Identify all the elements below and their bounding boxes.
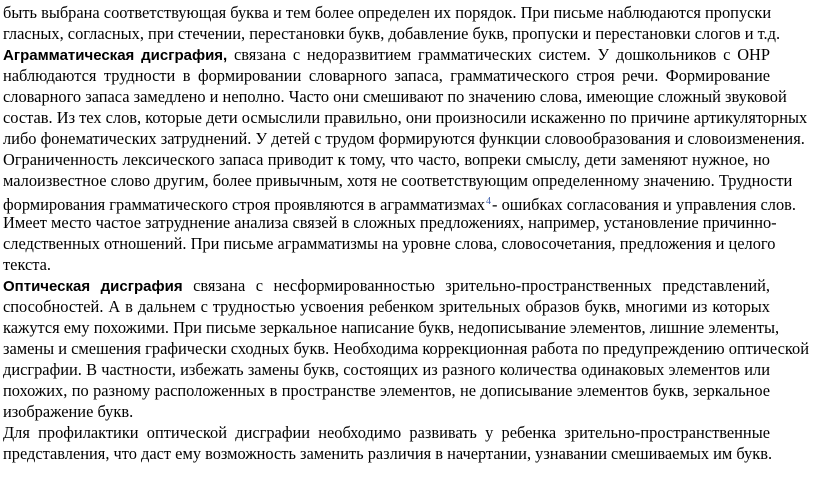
text-line: текста.: [3, 255, 52, 274]
text-line: способностей. А в дальнем с трудностью усвоения ребенком зрительных образов букв, многими из которых: [3, 297, 770, 316]
text-line: следственных отношений. При письме аграмматизмы на уровне слова, словосочетания, предложения и целого: [3, 234, 776, 253]
text-line: Оптическая дисграфия связана с несформированностью зрительно-пространственных представлений,: [3, 276, 770, 295]
text-line: замены и смешения графически сходных букв. Необходима коррекционная работа по предупреждению оптической: [3, 339, 809, 358]
text-line: формирования грамматического строя проявляются в аграмматизмах$^4$- ошибках согласования и управления слов.: [3, 195, 796, 214]
text-line: Имеет место частое затруднение анализа связей в сложных предложениях, например, установление причинно-: [3, 213, 777, 232]
text-line: Ограниченность лексического запаса приводит к тому, что часто, вопреки смыслу, дети заменяют нужное, но: [3, 150, 770, 169]
text-line: малоизвестное слово другим, более привычным, хотя не соответствующим определенному значению. Трудности: [3, 171, 793, 190]
text-line: дисграфии. В частности, избежать замены букв, состоящих из разного количества одинаковых элементов или: [3, 360, 770, 379]
text-line: Аграмматическая дисграфия, связана с недоразвитием грамматических систем. У дошкольников с ОНР: [3, 45, 770, 64]
text-line: быть выбрана соответствующая буква и тем более определен их порядок. При письме наблюдаются пропуски: [3, 3, 772, 22]
text-line: кажутся ему похожими. При письме зеркальное написание букв, недописывание элементов, лишние элементы,: [3, 318, 780, 337]
term-heading: Аграмматическая дисграфия,: [3, 47, 228, 64]
text-line: похожих, по разному расположенных в пространстве элементов, не дописывание элементов букв, зеркальное: [3, 381, 770, 400]
term-heading: Оптическая дисграфия: [3, 278, 183, 295]
text-line: изображение букв.: [3, 402, 134, 421]
text-line: гласных, согласных, при стечении, перестановки букв, добавление букв, пропуски и перестановки слогов и т.д.: [3, 24, 781, 43]
text-line: наблюдаются трудности в формировании словарного запаса, грамматического строя речи. Формирование: [3, 66, 770, 85]
footnote-link[interactable]: 4: [486, 196, 492, 207]
text-line: словарного запаса замедлено и неполно. Часто они смешивают по значению слова, имеющие сложный звуковой: [3, 87, 787, 106]
text-line: либо фонематических затруднений. У детей с трудом формируются функции словообразования и словоизменения.: [3, 129, 805, 148]
text-line: представления, что даст ему возможность заменить различия в начертании, узнавании смешиваемых им букв.: [3, 444, 773, 463]
text-line: Для профилактики оптической дисграфии необходимо развивать у ребенка зрительно-пространственные: [3, 423, 770, 442]
text-line: состав. Из тех слов, которые дети осмыслили правильно, они произносили искаженно по причине артикуляторных: [3, 108, 808, 127]
